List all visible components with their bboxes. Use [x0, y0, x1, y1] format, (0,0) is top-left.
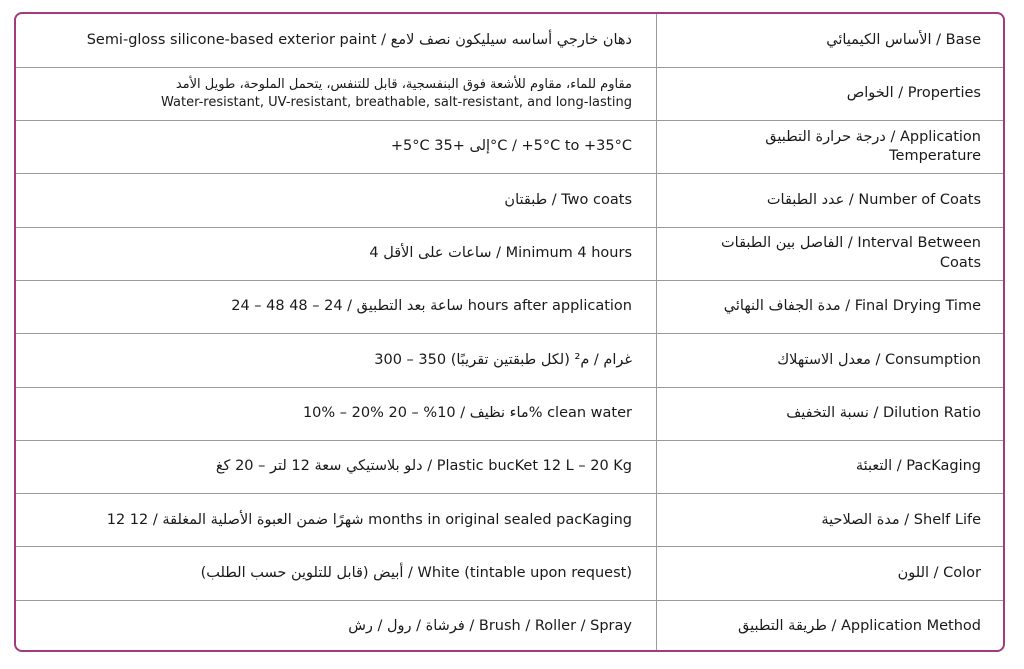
spec-value: [16, 387, 657, 440]
spec-label: مدة الجفاف النهائي / Final Drying Time: [657, 280, 1004, 333]
spec-label: الخواص / Properties: [657, 67, 1004, 120]
spec-label: التعبئة / PacKaging: [657, 440, 1004, 493]
spec-table-body: [16, 14, 1003, 652]
spec-value-line: +5°C إلى +35°C / +5°C to +35°C: [390, 138, 632, 155]
spec-label: مدة الصلاحية / Shelf Life: [657, 494, 1004, 547]
spec-value: [16, 121, 657, 174]
spec-value: [16, 174, 657, 227]
spec-row: [16, 14, 1003, 67]
spec-value-line: Semi-gloss silicone-based exterior paint / دهان خارجي أساسه سيليكون نصف لامع: [86, 31, 632, 48]
spec-label: الأساس الكيميائي / Base: [657, 14, 1004, 67]
spec-row: [16, 227, 1003, 280]
spec-row: [16, 334, 1003, 387]
spec-label: الفاصل بين الطبقات / Interval Between Coats: [657, 227, 1004, 280]
spec-value-line: فرشاة / رول / رش / Brush / Roller / Spray: [348, 618, 632, 635]
spec-label: معدل الاستهلاك / Consumption: [657, 334, 1004, 387]
spec-label: اللون / Color: [657, 547, 1004, 600]
spec-label: درجة حرارة التطبيق / Application Temperature: [657, 121, 1004, 174]
spec-value: [16, 494, 657, 547]
spec-value-line: أبيض (قابل للتلوين حسب الطلب) / White (tintable upon request): [200, 564, 632, 581]
spec-row: [16, 387, 1003, 440]
spec-row: [16, 494, 1003, 547]
spec-value-line: طبقتان / Two coats: [504, 191, 632, 208]
spec-table-frame: [14, 12, 1005, 652]
spec-value: [16, 67, 657, 120]
spec-row: [16, 440, 1003, 493]
spec-value: [16, 227, 657, 280]
spec-value: [16, 547, 657, 600]
spec-value: [16, 600, 657, 652]
spec-value: [16, 14, 657, 67]
spec-value-line: مقاوم للماء، مقاوم للأشعة فوق البنفسجية، قابل للتنفس، يتحمل الملوحة، طويل الأمد: [175, 77, 632, 93]
spec-row: [16, 67, 1003, 120]
spec-value-line: دلو بلاستيكي سعة 12 لتر – 20 كغ / Plastic bucKet 12 L – 20 Kg: [215, 458, 632, 475]
spec-value-line: 4 ساعات على الأقل / Minimum 4 hours: [369, 245, 632, 262]
spec-row: [16, 280, 1003, 333]
spec-value: [16, 334, 657, 387]
spec-row: [16, 174, 1003, 227]
spec-row: [16, 547, 1003, 600]
spec-table: [16, 14, 1003, 652]
spec-value: [16, 440, 657, 493]
spec-value-line: 300 – 350 غرام / م² (لكل طبقتين تقريبًا): [374, 351, 632, 368]
spec-label: نسبة التخفيف / Dilution Ratio: [657, 387, 1004, 440]
spec-value: [16, 280, 657, 333]
spec-value-line: 10% – 20% ماء نظيف / 10% – 20% clean water: [302, 404, 632, 421]
spec-value-line: Water-resistant, UV-resistant, breathable, salt-resistant, and long-lasting: [161, 94, 632, 110]
spec-row: [16, 121, 1003, 174]
spec-label: طريقة التطبيق / Application Method: [738, 618, 981, 635]
spec-value-line: 24 – 48 ساعة بعد التطبيق / 24 – 48 hours after application: [231, 298, 632, 315]
spec-row: [16, 600, 1003, 652]
spec-value-line: 12 شهرًا ضمن العبوة الأصلية المغلقة / 12 months in original sealed pacKaging: [106, 511, 632, 528]
spec-label: عدد الطبقات / Number of Coats: [657, 174, 1004, 227]
